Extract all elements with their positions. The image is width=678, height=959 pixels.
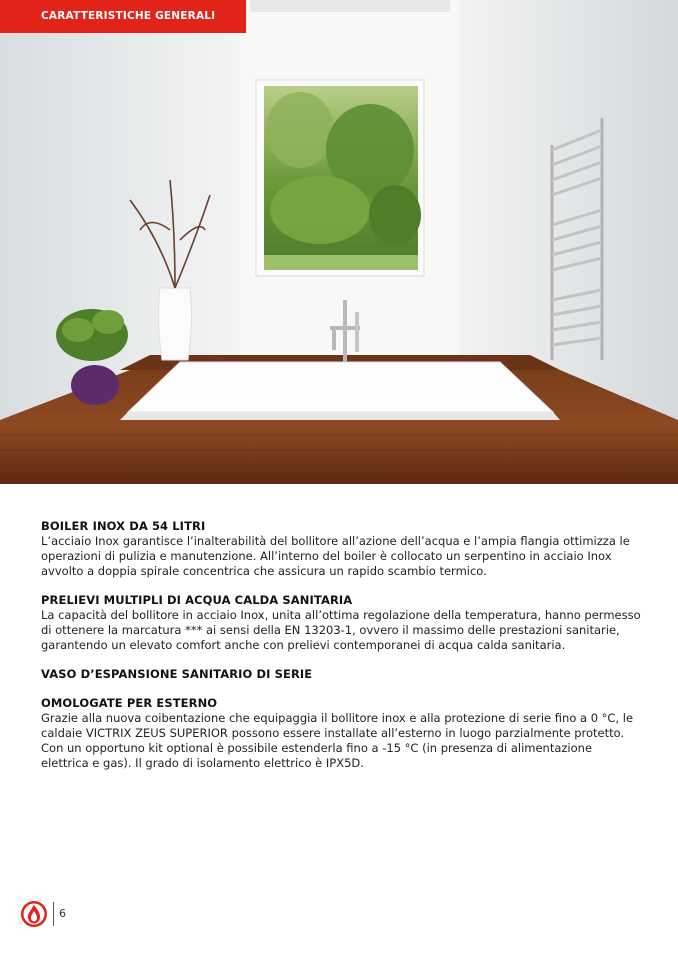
section-label: CARATTERISTICHE GENERALI — [41, 10, 216, 22]
feature-text: L’acciaio Inox garantisce l’inalterabilità del bollitore all’azione dell’acqua e l’ampia flangia ottimizza le operazioni di pulizia e manutenzione. All’interno del boiler è collocato un serpentino in acciaio Inox avvolto a doppia spirale concentrica che assicura un rapido scambio termico. — [41, 534, 630, 578]
page-number: 6 — [59, 907, 66, 920]
feature-title: BOILER INOX DA 54 LITRI — [41, 519, 206, 533]
feature-title: VASO D’ESPANSIONE SANITARIO DI SERIE — [41, 667, 313, 681]
feature-block-omologate — [41, 696, 641, 771]
flame-logo-icon — [20, 900, 48, 928]
features-content — [41, 519, 641, 785]
feature-title: PRELIEVI MULTIPLI DI ACQUA CALDA SANITARIA — [41, 593, 353, 607]
feature-block-boiler — [41, 519, 641, 579]
section-label-tab — [0, 0, 246, 33]
feature-text: Grazie alla nuova coibentazione che equipaggia il bollitore inox e alla protezione di serie fino a 0 °C, le caldaie VICTRIX ZEUS SUPERIOR possono essere installate all’esterno in luogo parzialmente protetto. Con un opportuno kit optional è possibile estenderla fino a -15 °C (in presenza di alimentazione elettrica e gas). Il grado di isolamento elettrico è IPX5D. — [41, 711, 634, 770]
feature-title: OMOLOGATE PER ESTERNO — [41, 696, 218, 710]
feature-block-vaso — [41, 667, 641, 682]
footer-divider — [53, 902, 54, 926]
feature-block-prelievi — [41, 593, 641, 653]
feature-text: La capacità del bollitore in acciaio Inox, unita all’ottima regolazione della temperatura, hanno permesso di ottenere la marcatura *** ai sensi della EN 13203-1, ovvero il massimo delle prestazioni sanitarie, garantendo un elevato comfort anche con prelievi contemporanei di acqua calda sanitaria. — [41, 608, 641, 652]
